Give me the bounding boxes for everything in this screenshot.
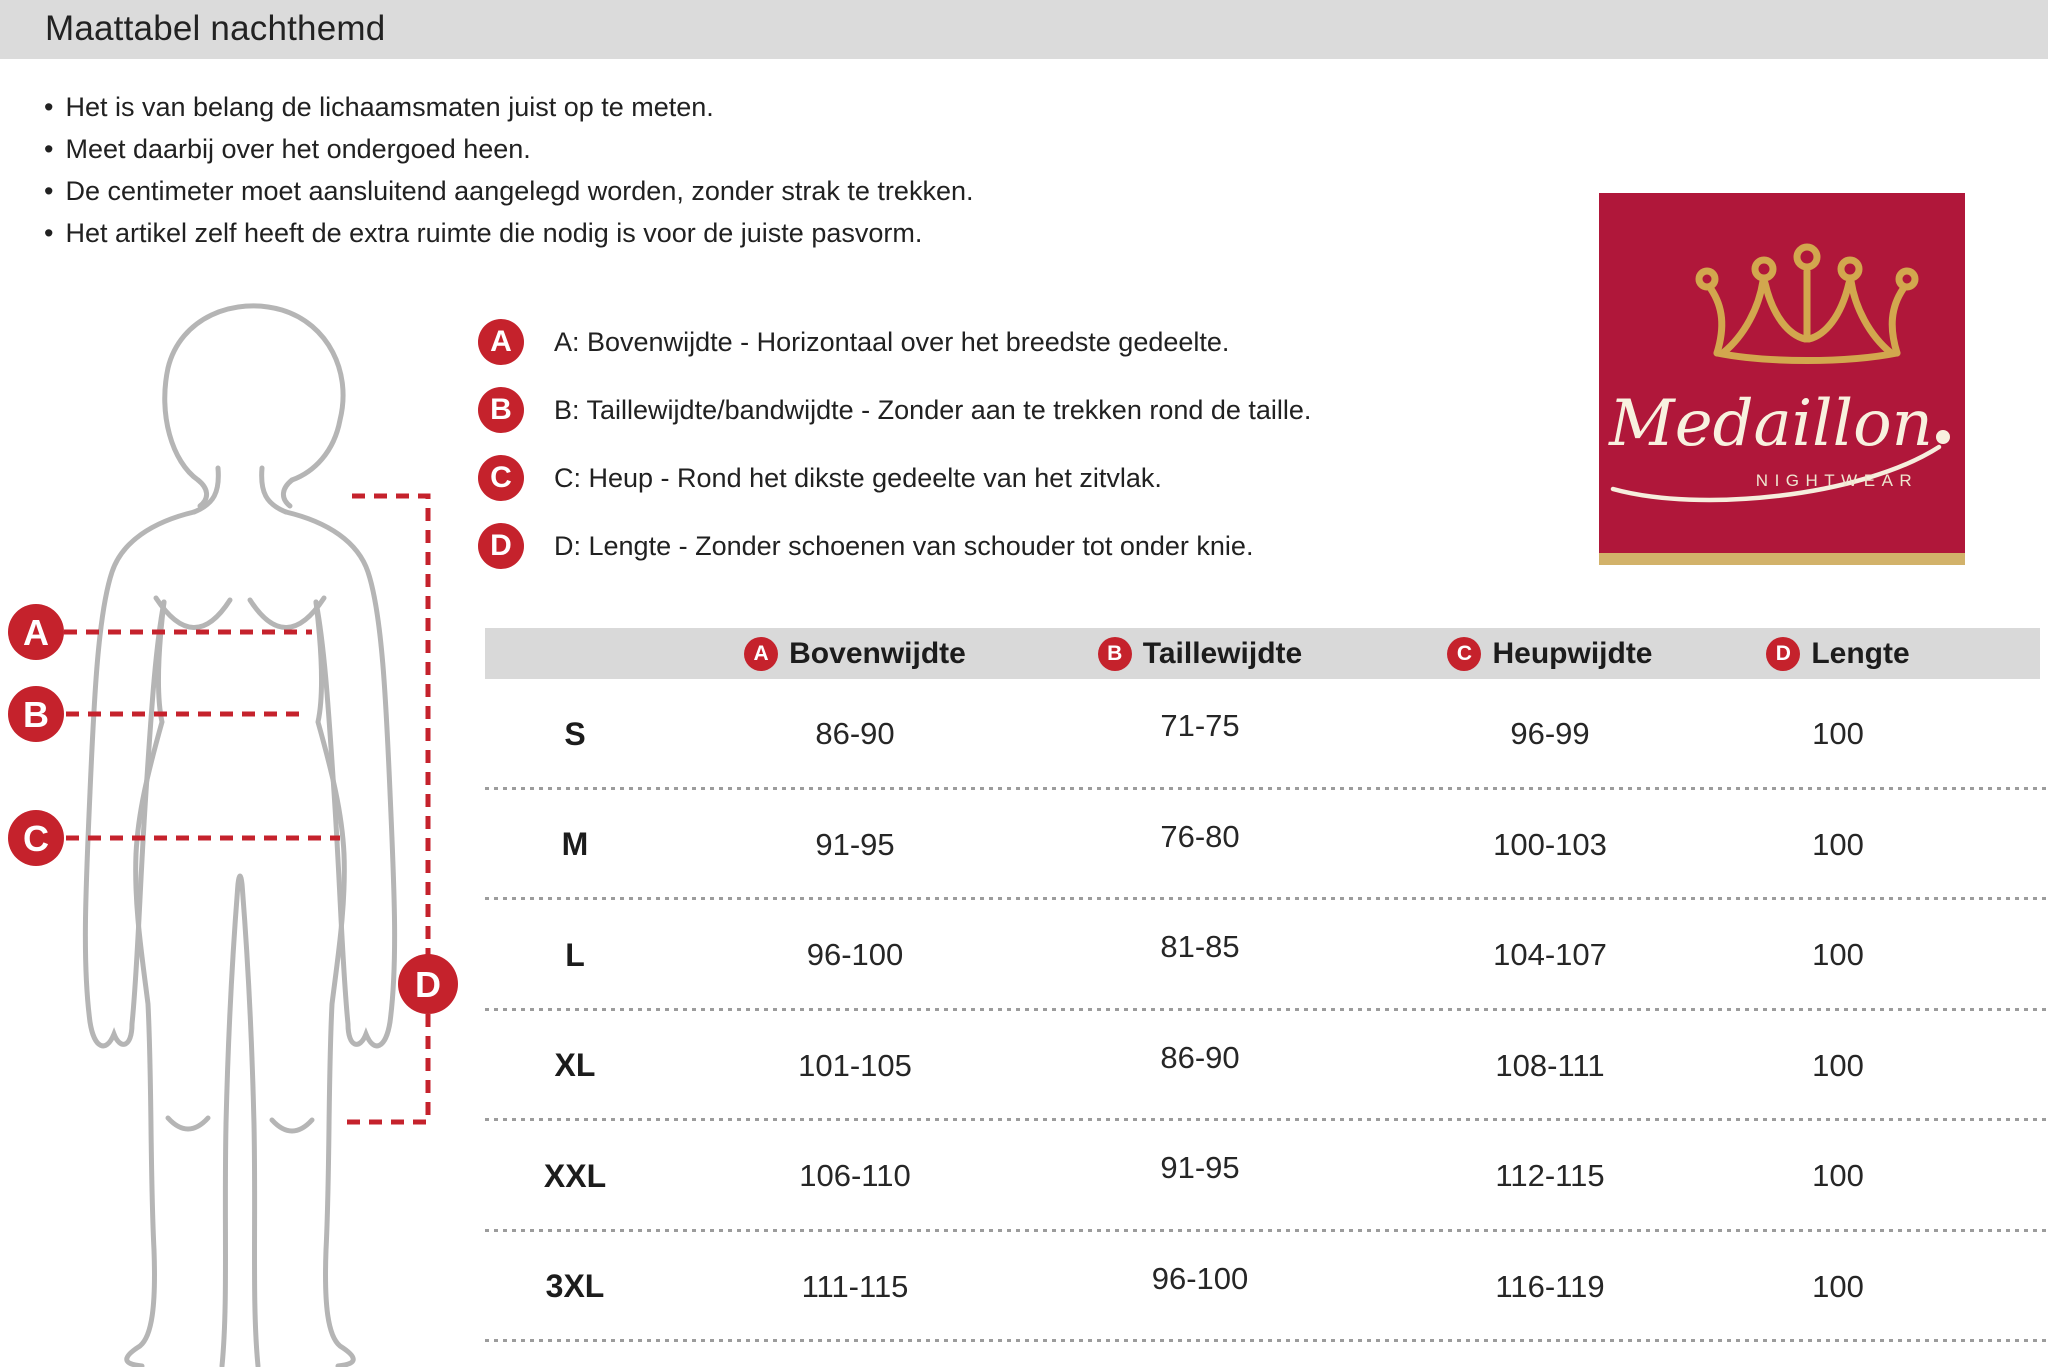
cell-taillewijdte: 76-80	[1160, 818, 1240, 854]
column-label: Bovenwijdte	[789, 636, 966, 670]
size-label: XXL	[543, 1157, 607, 1194]
female-body-outline	[85, 306, 394, 1366]
marker-b-icon: B	[1098, 637, 1132, 671]
legend-text-d: D: Lengte - Zonder schoenen van schouder tot onder knie.	[554, 530, 1254, 561]
cell-bovenwijdte: 101-105	[798, 1047, 912, 1083]
cell-heupwijdte: 112-115	[1495, 1158, 1605, 1194]
column-label: Lengte	[1811, 636, 1910, 670]
cell-heupwijdte: 104-107	[1493, 937, 1607, 973]
instruction-item: • Het artikel zelf heeft de extra ruimte die nodig is voor de juiste pasvorm.	[44, 212, 973, 254]
cell-heupwijdte: 116-119	[1495, 1268, 1605, 1304]
column-label: Taillewijdte	[1142, 636, 1303, 670]
legend-item-d	[478, 523, 1311, 569]
cell-heupwijdte: 96-99	[1510, 716, 1590, 752]
cell-taillewijdte: 96-100	[1151, 1260, 1249, 1296]
svg-text:B: B	[23, 694, 49, 735]
marker-a-icon: A	[744, 637, 778, 671]
legend-item-b	[478, 387, 1311, 433]
marker-b-icon: B	[478, 387, 524, 433]
marker-a-icon: A	[478, 319, 524, 365]
size-table	[485, 628, 2048, 1342]
cell-taillewijdte: 81-85	[1160, 929, 1240, 965]
header-taillewijdte	[1045, 637, 1355, 671]
marker-a-icon	[8, 604, 64, 660]
body-measurement-diagram	[0, 0, 480, 1367]
cell-bovenwijdte: 86-90	[815, 716, 895, 752]
marker-d-icon: D	[478, 523, 524, 569]
measurement-legend	[478, 319, 1311, 591]
cell-lengte: 100	[1812, 716, 1864, 752]
column-label: Heupwijdte	[1492, 636, 1653, 670]
cell-lengte: 100	[1812, 826, 1864, 862]
cell-lengte: 100	[1812, 937, 1864, 973]
table-row	[485, 1121, 2048, 1232]
cell-bovenwijdte: 91-95	[815, 826, 895, 862]
size-label: S	[564, 715, 586, 752]
table-row	[485, 790, 2048, 901]
svg-text:A: A	[23, 612, 49, 653]
size-label: L	[565, 936, 585, 973]
brand-tagline: NIGHTWEAR	[1755, 471, 1919, 490]
size-label: M	[561, 826, 589, 863]
size-label: 3XL	[545, 1268, 605, 1305]
legend-item-c	[478, 455, 1311, 501]
cell-taillewijdte: 91-95	[1160, 1150, 1240, 1186]
cell-heupwijdte: 108-111	[1495, 1047, 1605, 1083]
marker-c-icon: C	[1447, 637, 1481, 671]
page-title: Maattabel nachthemd	[45, 9, 386, 48]
cell-heupwijdte: 100-103	[1493, 826, 1607, 862]
cell-lengte: 100	[1812, 1047, 1864, 1083]
table-row	[485, 1232, 2048, 1343]
logo-gold-strip	[1599, 553, 1965, 565]
legend-text-b: B: Taillewijdte/bandwijdte - Zonder aan te trekken rond de taille.	[554, 394, 1312, 425]
medaillon-logo	[1599, 193, 1965, 565]
cell-lengte: 100	[1812, 1268, 1864, 1304]
legend-item-a	[478, 319, 1311, 365]
marker-d-icon	[398, 954, 458, 1014]
instruction-item: • Meet daarbij over het ondergoed heen.	[44, 128, 973, 170]
table-row	[485, 900, 2048, 1011]
cell-bovenwijdte: 106-110	[799, 1158, 911, 1194]
header-bovenwijdte	[665, 637, 1045, 671]
header-heupwijdte	[1355, 637, 1745, 671]
marker-c-icon: C	[478, 455, 524, 501]
cell-bovenwijdte: 96-100	[806, 937, 904, 973]
cell-lengte: 100	[1812, 1158, 1864, 1194]
cell-bovenwijdte: 111-115	[801, 1268, 909, 1304]
marker-c-icon	[8, 810, 64, 866]
instruction-item: • De centimeter moet aansluitend aangelegd worden, zonder strak te trekken.	[44, 170, 973, 212]
brand-name: Medaillon	[1609, 387, 1933, 461]
cell-taillewijdte: 86-90	[1160, 1039, 1240, 1075]
marker-b-icon	[8, 686, 64, 742]
header-lengte	[1745, 637, 1931, 671]
brand-dot	[1936, 430, 1950, 444]
table-row	[485, 1011, 2048, 1122]
instruction-item: • Het is van belang de lichaamsmaten juist op te meten.	[44, 86, 973, 128]
marker-d-icon: D	[1766, 637, 1800, 671]
size-label: XL	[554, 1047, 596, 1084]
legend-text-c: C: Heup - Rond het dikste gedeelte van het zitvlak.	[554, 462, 1162, 493]
cell-taillewijdte: 71-75	[1160, 708, 1240, 744]
svg-text:C: C	[23, 818, 49, 859]
svg-text:D: D	[415, 964, 441, 1005]
table-row	[485, 679, 2048, 790]
legend-text-a: A: Bovenwijdte - Horizontaal over het breedste gedeelte.	[554, 326, 1230, 357]
